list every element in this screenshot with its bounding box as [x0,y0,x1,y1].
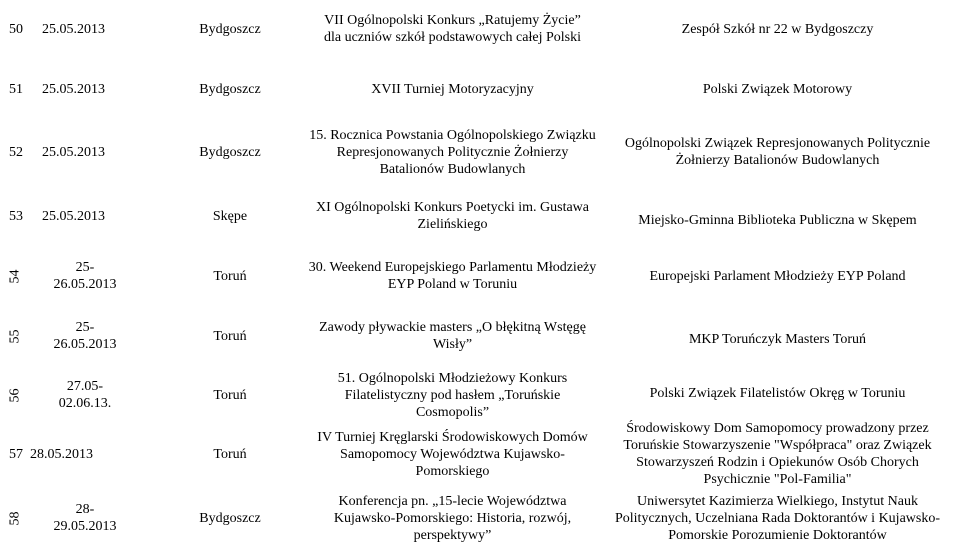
row-city: Bydgoszcz [199,510,261,526]
row-city: Bydgoszcz [199,21,261,37]
row-number: 56 [7,388,23,402]
table-row [0,197,960,235]
row-date: 25.05.2013 [42,144,105,160]
row-organizer: Europejski Parlament Młodzieży EYP Poland [649,268,906,284]
row-date: 27.05- 02.06.13. [58,379,112,411]
row-number: 57 [9,446,23,462]
row-organizer: MKP Toruńczyk Masters Toruń [688,331,867,347]
table-row [0,255,960,297]
row-city: Toruń [213,268,247,284]
row-event: XI Ogólnopolski Konkurs Poetycki im. Gustawa Zielińskiego [316,200,589,232]
row-number: 50 [9,21,23,37]
row-date: 25.05.2013 [42,21,105,37]
row-organizer: Środowiskowy Dom Samopomocy prowadzony przez Toruńskie Stowarzyszenie "Współpraca" oraz Związek Stowarzyszeń Rodzin i Opiekunów Osób Chorych Psychicznie "Pol-Familia" [623,421,932,487]
table-row [0,315,960,357]
table-row [0,6,960,52]
row-date: 28.05.2013 [30,446,93,462]
row-city: Bydgoszcz [199,81,261,97]
row-city: Skępe [212,208,248,224]
row-number: 51 [9,81,23,97]
row-organizer: Polski Związek Motorowy [702,81,853,97]
row-event: 15. Rocznica Powstania Ogólnopolskiego Związku Represjonowanych Politycznie Żołnierzy Batalionów Budowlanych [309,127,596,177]
row-number: 58 [7,511,23,525]
row-event: Zawody pływackie masters „O błękitną Wstęgę Wisły” [319,320,586,352]
row-number: 52 [9,144,23,160]
row-city: Toruń [213,446,247,462]
row-organizer: Uniwersytet Kazimierza Wielkiego, Instytut Nauk Politycznych, Uczelniana Rada Doktorantów i Kujawsko- Pomorskie Porozumienie Doktorantów [614,493,941,543]
row-city: Toruń [213,328,247,344]
row-date: 25.05.2013 [42,81,105,97]
row-event: VII Ogólnopolski Konkurs „Ratujemy Życie” dla uczniów szkół podstawowych całej Polski [323,13,581,45]
row-event: 30. Weekend Europejskiego Parlamentu Młodzieży EYP Poland w Toruniu [308,260,597,292]
table-row [0,367,960,423]
row-number: 55 [7,329,23,343]
row-organizer: Zespół Szkół nr 22 w Bydgoszczy [681,21,874,37]
table-row [0,124,960,180]
row-organizer: Miejsko-Gminna Biblioteka Publiczna w Skępem [638,212,917,228]
row-number: 53 [9,208,23,224]
row-event: XVII Turniej Motoryzacyjny [371,81,534,97]
table-row [0,78,960,100]
row-date: 25- 26.05.2013 [53,320,117,352]
row-city: Toruń [213,387,247,403]
row-event: Konferencja pn. „15-lecie Województwa Kujawsko-Pomorskiego: Historia, rozwój, perspektywy” [333,493,572,543]
table-row [0,421,960,487]
row-date: 25.05.2013 [42,208,105,224]
row-number: 54 [7,269,23,283]
row-organizer: Ogólnopolski Związek Represjonowanych Politycznie Żołnierzy Batalionów Budowlanych [624,136,931,168]
row-date: 25- 26.05.2013 [53,260,117,292]
table-row [0,490,960,546]
row-event: 51. Ogólnopolski Młodzieżowy Konkurs Filatelistyczny pod hasłem „Toruńskie Cosmopolis” [337,370,568,420]
row-city: Bydgoszcz [199,144,261,160]
row-date: 28- 29.05.2013 [53,502,117,534]
row-event: IV Turniej Kręglarski Środowiskowych Domów Samopomocy Województwa Kujawsko- Pomorskiego [317,429,588,479]
row-organizer: Polski Związek Filatelistów Okręg w Toruniu [649,386,906,401]
